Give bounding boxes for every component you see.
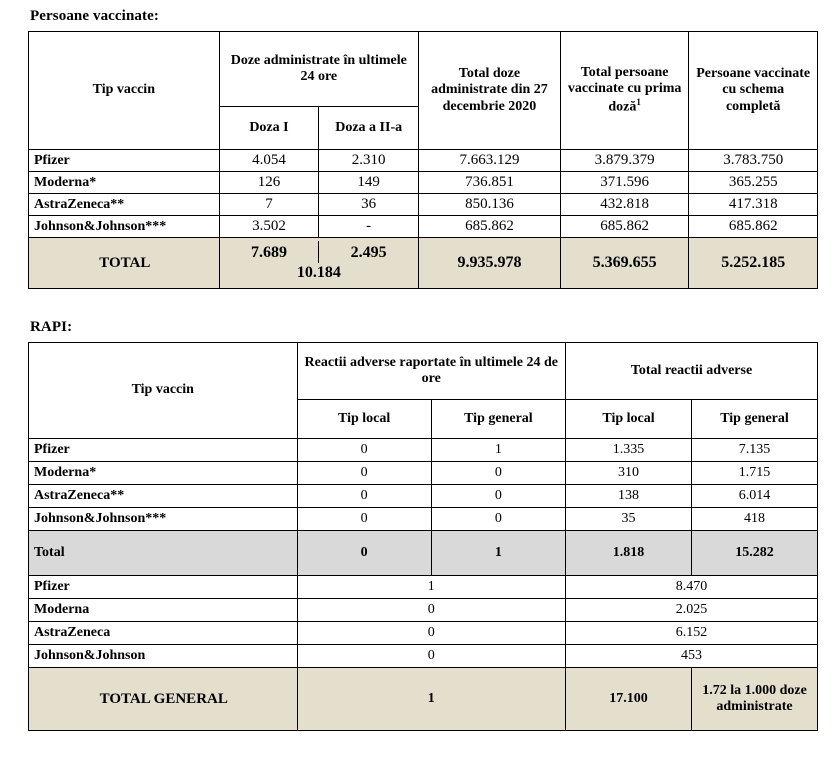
cell-reactii-24h: 0 [297, 645, 566, 668]
cell-prima-doza: 685.862 [560, 216, 689, 238]
col-header-tip-vaccin: Tip vaccin [29, 343, 298, 439]
table-row [29, 439, 818, 462]
cell-total-reactii: 2.025 [566, 599, 818, 622]
col-header-doze-24h: Doze administrate în ultimele 24 ore [219, 32, 418, 107]
cell-general-24h: 0 [431, 508, 565, 531]
col-header-doza-1: Doza I [219, 107, 319, 150]
row-label-astrazeneca: AstraZeneca** [29, 194, 220, 216]
cell-grand-total-rate: 1.72 la 1.000 doze administrate [692, 668, 818, 731]
table-row [29, 508, 818, 531]
cell-doza1: 126 [219, 172, 319, 194]
cell-total-doze: 685.862 [419, 216, 561, 238]
row-label-pfizer-merged: Pfizer [29, 576, 298, 599]
table-row [29, 485, 818, 508]
cell-total-doze: 7.663.129 [419, 150, 561, 172]
page-title-vaccinated: Persoane vaccinate: [30, 8, 159, 24]
cell-general-24h: 1 [431, 439, 565, 462]
row-label-johnson: Johnson&Johnson*** [29, 508, 298, 531]
row-label-total: Total [29, 531, 298, 576]
table-row [29, 172, 818, 194]
col-header-total-reactii: Total reactii adverse [566, 343, 818, 400]
table-row [29, 599, 818, 622]
col-header-tip-general-total: Tip general [692, 400, 818, 439]
row-label-moderna: Moderna* [29, 462, 298, 485]
cell-local-total: 35 [566, 508, 692, 531]
cell-total-doza2: 2.495 [350, 243, 387, 261]
cell-subtotal-local-total: 1.818 [566, 531, 692, 576]
col-header-doza-2: Doza a II-a [319, 107, 419, 150]
row-label-johnson: Johnson&Johnson*** [29, 216, 220, 238]
cell-grand-total-reactii-24h: 1 [297, 668, 566, 731]
col-header-tip-local-24h: Tip local [297, 400, 431, 439]
cell-prima-doza: 371.596 [560, 172, 689, 194]
cell-schema: 685.862 [689, 216, 818, 238]
cell-grand-total-local: 17.100 [566, 668, 692, 731]
row-label-johnson-merged: Johnson&Johnson [29, 645, 298, 668]
row-label-pfizer: Pfizer [29, 439, 298, 462]
cell-local-24h: 0 [297, 508, 431, 531]
cell-local-24h: 0 [297, 439, 431, 462]
col-header-total-doze: Total doze administrate din 27 decembrie 2020 [419, 32, 561, 150]
cell-total-schema: 5.252.185 [689, 238, 818, 289]
cell-total-reactii: 453 [566, 645, 818, 668]
cell-local-24h: 0 [297, 462, 431, 485]
table-row [29, 645, 818, 668]
section-gap [28, 289, 818, 315]
row-label-total-general: TOTAL GENERAL [29, 668, 298, 731]
row-label-moderna-merged: Moderna [29, 599, 298, 622]
table-row [29, 576, 818, 599]
cell-reactii-24h: 0 [297, 622, 566, 645]
row-label-total: TOTAL [29, 238, 220, 289]
table-header-row [29, 32, 818, 107]
cell-subtotal-local-24h: 0 [297, 531, 431, 576]
footnote-marker: 1 [636, 97, 641, 108]
cell-local-total: 310 [566, 462, 692, 485]
col-header-schema-completa: Persoane vaccinate cu schema completă [689, 32, 818, 150]
col-header-total-prima-doza [560, 32, 689, 150]
cell-subtotal-general-total: 15.282 [692, 531, 818, 576]
cell-local-total: 138 [566, 485, 692, 508]
cell-reactii-24h: 1 [297, 576, 566, 599]
cell-total-doza1: 7.689 [220, 241, 320, 263]
cell-general-total: 7.135 [692, 439, 818, 462]
cell-subtotal-general-24h: 1 [431, 531, 565, 576]
cell-total-doze: 736.851 [419, 172, 561, 194]
table-total-row [29, 238, 818, 289]
table-row [29, 150, 818, 172]
col-header-tip-local-total: Tip local [566, 400, 692, 439]
table-persoane-vaccinate [28, 31, 818, 289]
row-label-pfizer: Pfizer [29, 150, 220, 172]
cell-local-total: 1.335 [566, 439, 692, 462]
page-title-rapi: RAPI: [30, 319, 73, 335]
cell-prima-doza: 432.818 [560, 194, 689, 216]
cell-total-reactii: 6.152 [566, 622, 818, 645]
row-label-astrazeneca: AstraZeneca** [29, 485, 298, 508]
table-row [29, 194, 818, 216]
cell-general-total: 418 [692, 508, 818, 531]
cell-total-reactii: 8.470 [566, 576, 818, 599]
table-header-row [29, 343, 818, 400]
cell-general-24h: 0 [431, 462, 565, 485]
cell-doza2: 36 [319, 194, 419, 216]
cell-general-total: 1.715 [692, 462, 818, 485]
table-row [29, 216, 818, 238]
cell-doza1: 7 [219, 194, 319, 216]
cell-schema: 3.783.750 [689, 150, 818, 172]
table-row [29, 622, 818, 645]
cell-reactii-24h: 0 [297, 599, 566, 622]
row-label-astrazeneca-merged: AstraZeneca [29, 622, 298, 645]
table-grand-total-row [29, 668, 818, 731]
cell-total-total-doze: 9.935.978 [419, 238, 561, 289]
cell-total-doze: 850.136 [419, 194, 561, 216]
col-header-total-prima-doza-text: Total persoane vaccinate cu prima doză [567, 65, 682, 115]
cell-total-doze-split [219, 238, 418, 289]
cell-prima-doza: 3.879.379 [560, 150, 689, 172]
cell-doza1: 4.054 [219, 150, 319, 172]
cell-doza2: - [319, 216, 419, 238]
cell-total-prima-doza: 5.369.655 [560, 238, 689, 289]
col-header-tip-general-24h: Tip general [431, 400, 565, 439]
cell-schema: 417.318 [689, 194, 818, 216]
cell-doza1: 3.502 [219, 216, 319, 238]
cell-general-24h: 0 [431, 485, 565, 508]
cell-total-doze-sum: 10.184 [296, 263, 341, 281]
cell-local-24h: 0 [297, 485, 431, 508]
col-header-reactii-24h: Reactii adverse raportate în ultimele 24 de ore [297, 343, 566, 400]
cell-schema: 365.255 [689, 172, 818, 194]
row-label-moderna: Moderna* [29, 172, 220, 194]
cell-doza2: 2.310 [319, 150, 419, 172]
cell-doza2: 149 [319, 172, 419, 194]
col-header-tip-vaccin: Tip vaccin [29, 32, 220, 150]
table-rapi [28, 342, 818, 731]
table-subtotal-row [29, 531, 818, 576]
table-row [29, 462, 818, 485]
cell-general-total: 6.014 [692, 485, 818, 508]
